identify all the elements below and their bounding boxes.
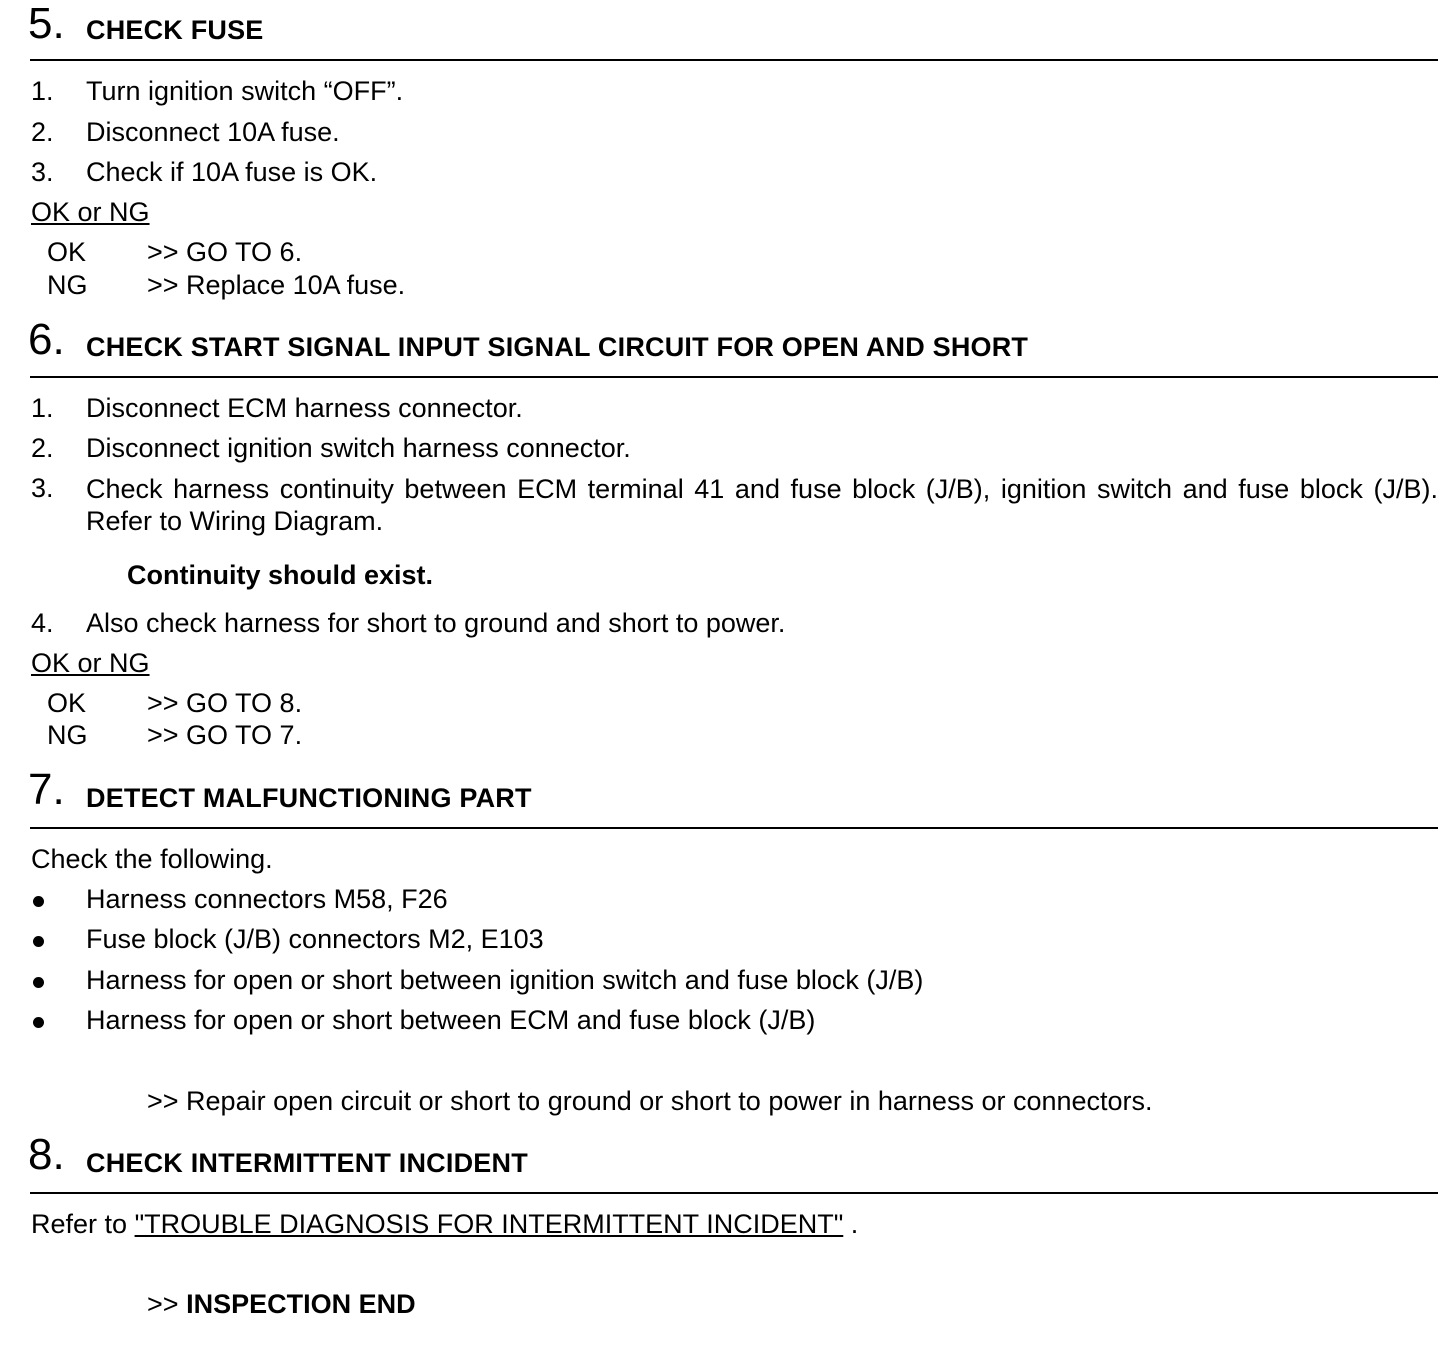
step-5-result-ok-key: OK	[47, 237, 87, 267]
step-5-item-2-number: 2.	[31, 117, 54, 147]
step-6-item-1-number: 1.	[31, 393, 54, 423]
step-7-bullet-2: Fuse block (J/B) connectors M2, E103	[86, 924, 544, 954]
step-8-divider	[30, 1192, 1438, 1194]
step-5-divider	[30, 59, 1438, 61]
step-5-item-3-text: Check if 10A fuse is OK.	[86, 157, 378, 187]
step-6-item-4-text: Also check harness for short to ground and short to power.	[86, 608, 786, 638]
step-6-result-ng-key: NG	[47, 720, 88, 750]
bullet-icon	[33, 896, 44, 907]
step-5-item-3-number: 3.	[31, 157, 54, 187]
inspection-end-label: INSPECTION END	[186, 1289, 416, 1319]
step-6-ok-ng-label: OK or NG	[31, 648, 150, 678]
step-6-result-ok-key: OK	[47, 688, 87, 718]
step-5-item-2-text: Disconnect 10A fuse.	[86, 117, 340, 147]
bullet-icon	[33, 977, 44, 988]
step-6-item-2-text: Disconnect ignition switch harness connector.	[86, 433, 631, 463]
step-7-divider	[30, 827, 1438, 829]
step-6-item-1-text: Disconnect ECM harness connector.	[86, 393, 523, 423]
step-7-bullet-1: Harness connectors M58, F26	[86, 884, 448, 914]
step-7-intro: Check the following.	[31, 844, 273, 874]
step-6-item-3-number: 3.	[31, 473, 54, 503]
step-5-result-ng-action: >> Replace 10A fuse.	[147, 270, 406, 300]
bullet-icon	[33, 936, 44, 947]
step-8-title: CHECK INTERMITTENT INCIDENT	[86, 1148, 528, 1178]
step-7-bullet-4: Harness for open or short between ECM and fuse block (J/B)	[86, 1005, 816, 1035]
step-5-result-ng-key: NG	[47, 270, 88, 300]
step-6-title: CHECK START SIGNAL INPUT SIGNAL CIRCUIT FOR OPEN AND SHORT	[86, 332, 1029, 362]
bullet-icon	[33, 1017, 44, 1028]
step-8-refer-line	[31, 1209, 858, 1239]
step-7-bullet-3: Harness for open or short between ignition switch and fuse block (J/B)	[86, 965, 924, 995]
step-8-number: 8.	[28, 1130, 65, 1179]
step-6-item-3-text: Check harness continuity between ECM terminal 41 and fuse block (J/B), ignition switch and fuse block (J/B). Refer to Wiring Diagram.	[86, 474, 1438, 536]
step-6-result-ok-action: >> GO TO 8.	[147, 688, 303, 718]
step-5-item-1-number: 1.	[31, 76, 54, 106]
step-7-title: DETECT MALFUNCTIONING PART	[86, 783, 532, 813]
step-6-number: 6.	[28, 315, 65, 364]
step-8-refer-suffix: .	[850, 1209, 859, 1239]
step-5-title: CHECK FUSE	[86, 15, 264, 45]
step-5-item-1-text: Turn ignition switch “OFF”.	[86, 76, 404, 106]
inspection-end	[147, 1289, 416, 1319]
step-6-item-2-number: 2.	[31, 433, 54, 463]
inspection-end-prefix: >>	[147, 1289, 179, 1319]
step-6-divider	[30, 376, 1438, 378]
step-5-number: 5.	[28, 0, 65, 48]
step-6-item-4-number: 4.	[31, 608, 54, 638]
step-5-result-ok-action: >> GO TO 6.	[147, 237, 303, 267]
intermittent-incident-link[interactable]: "TROUBLE DIAGNOSIS FOR INTERMITTENT INCIDENT"	[134, 1209, 844, 1239]
step-7-action: >> Repair open circuit or short to ground or short to power in harness or connectors.	[147, 1086, 1153, 1116]
step-6-note: Continuity should exist.	[127, 560, 434, 590]
step-6-result-ng-action: >> GO TO 7.	[147, 720, 303, 750]
step-5-ok-ng-label: OK or NG	[31, 197, 150, 227]
step-7-number: 7.	[28, 765, 65, 814]
step-8-refer-prefix: Refer to	[31, 1209, 128, 1239]
